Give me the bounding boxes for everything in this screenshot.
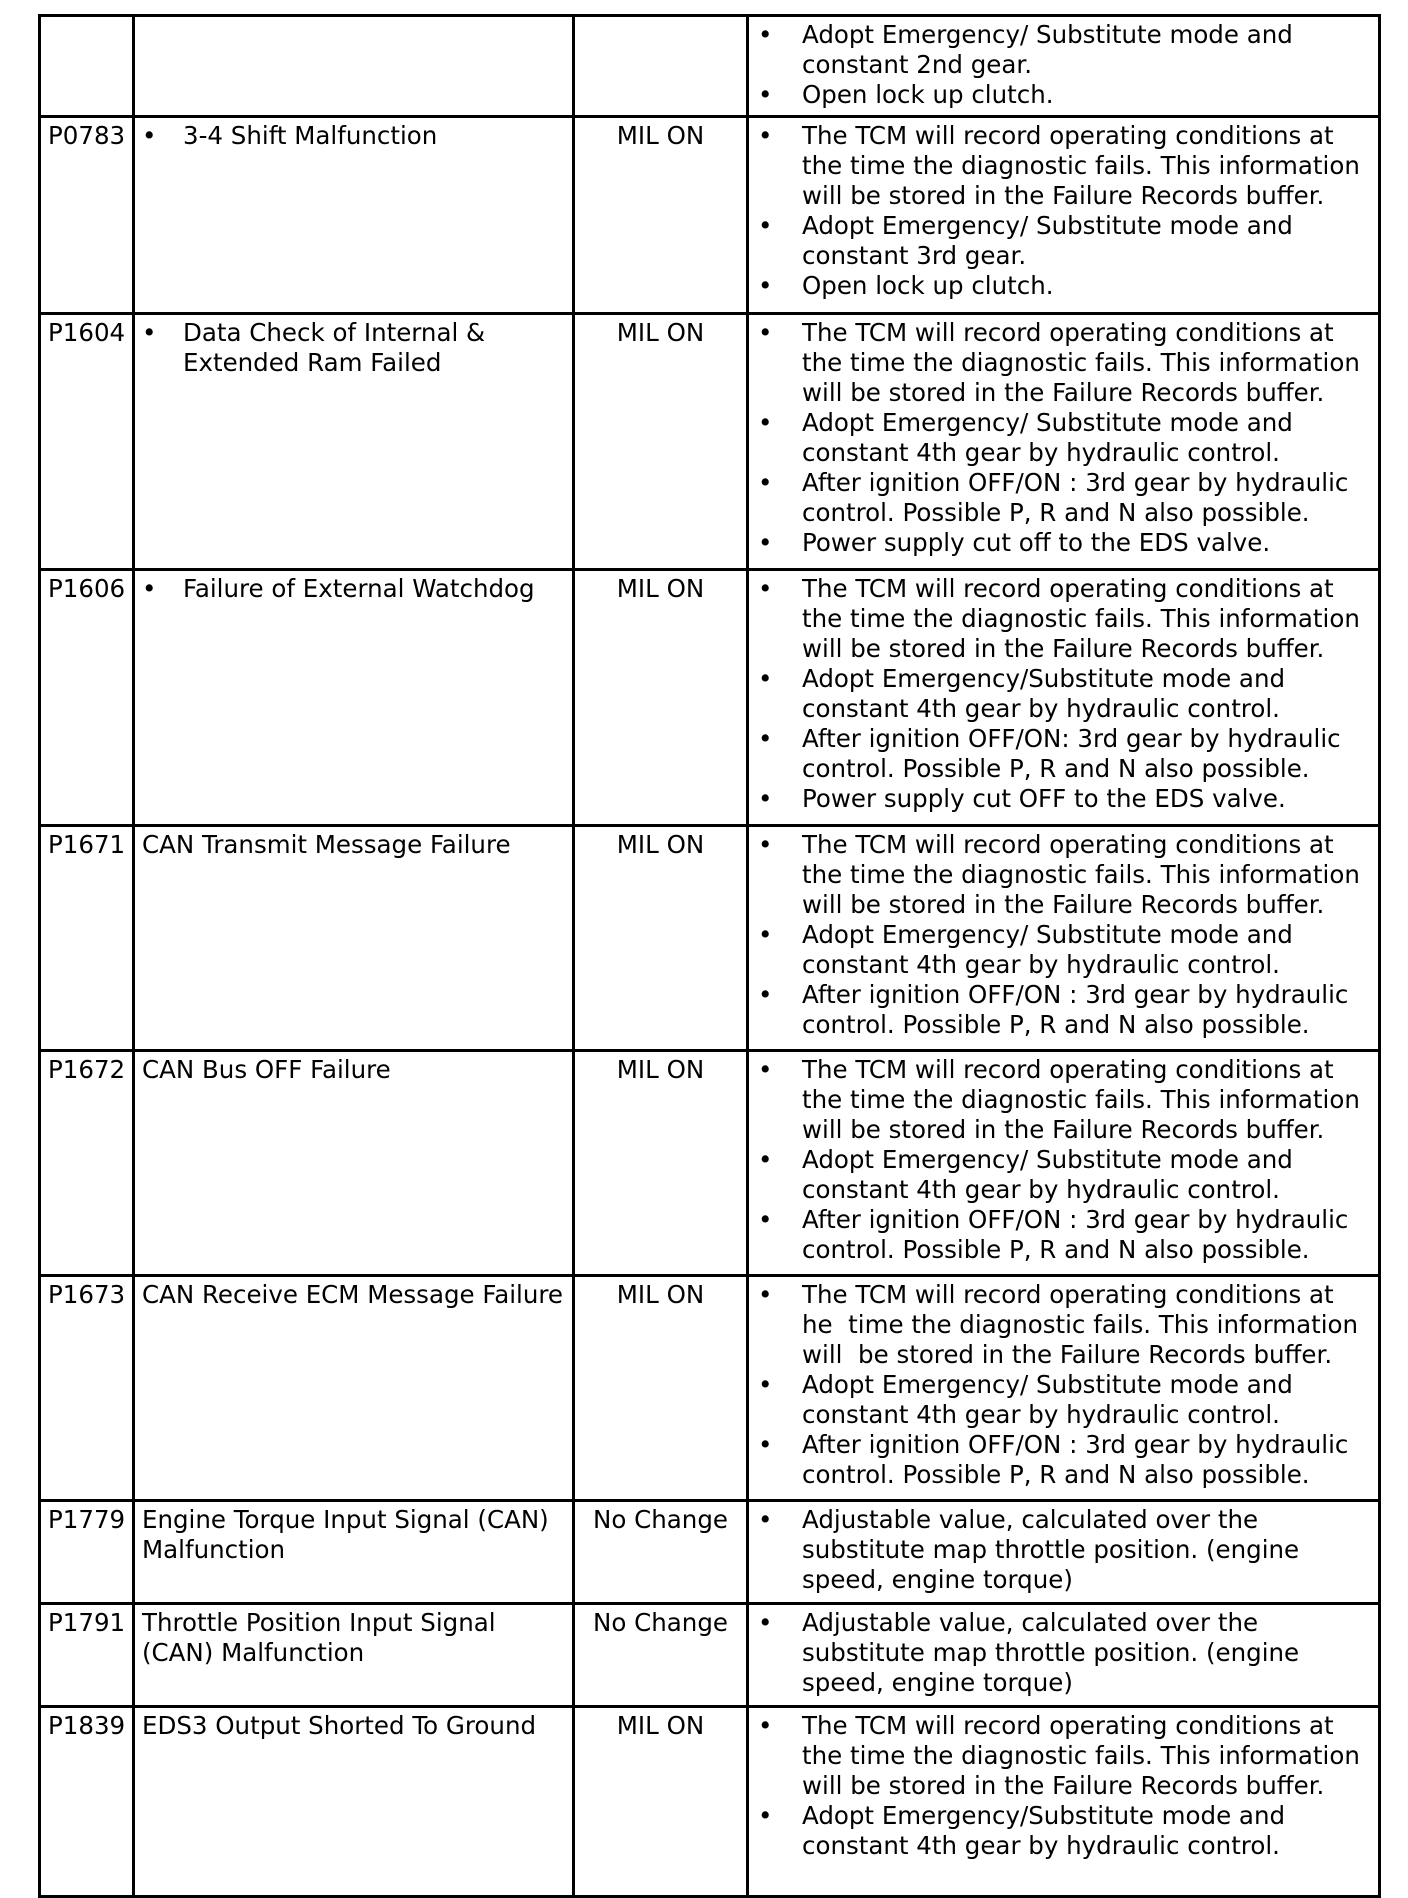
bullet-icon: •: [758, 980, 773, 1009]
bullet-icon: •: [758, 271, 773, 300]
actions-list: [756, 318, 1371, 558]
bullet-icon: •: [758, 574, 773, 603]
actions-list: [756, 1055, 1371, 1265]
condition-list-item: [142, 121, 565, 151]
dtc-code-cell: P1606: [40, 570, 134, 826]
action-text: Adopt Emergency/ Substitute mode and constant 3rd gear.: [802, 211, 1301, 270]
table-row: [40, 1501, 1380, 1604]
condition-cell: [134, 826, 574, 1051]
bullet-icon: •: [758, 1505, 773, 1534]
action-list-item: [756, 830, 1371, 920]
bullet-icon: •: [758, 724, 773, 753]
action-list-item: [756, 1370, 1371, 1430]
condition-list: [142, 574, 565, 604]
actions-cell: [748, 570, 1380, 826]
actions-cell: [748, 826, 1380, 1051]
table-row: [40, 570, 1380, 826]
dtc-code-cell: P1604: [40, 314, 134, 570]
condition-list: [142, 318, 565, 378]
bullet-icon: •: [758, 468, 773, 497]
mil-status-cell: No Change: [574, 1604, 748, 1707]
condition-cell: [134, 1604, 574, 1707]
action-text: The TCM will record operating conditions at the time the diagnostic fails. This information will be stored in the Failure Records buffer.: [802, 318, 1368, 407]
actions-cell: [748, 314, 1380, 570]
bullet-icon: •: [758, 1280, 773, 1309]
condition-text: Data Check of Internal & Extended Ram Failed: [183, 318, 493, 377]
condition-list-item: [142, 574, 565, 604]
dtc-code-cell: [40, 16, 134, 117]
table-row: [40, 314, 1380, 570]
condition-text: 3-4 Shift Malfunction: [183, 121, 438, 150]
action-list-item: [756, 80, 1371, 110]
bullet-icon: •: [758, 1370, 773, 1399]
action-list-item: [756, 664, 1371, 724]
action-list-item: [756, 574, 1371, 664]
bullet-icon: •: [758, 1608, 773, 1637]
condition-cell: [134, 1276, 574, 1501]
actions-cell: [748, 16, 1380, 117]
action-list-item: [756, 1055, 1371, 1145]
bullet-icon: •: [758, 1711, 773, 1740]
action-text: Power supply cut OFF to the EDS valve.: [802, 784, 1286, 813]
action-text: Open lock up clutch.: [802, 271, 1054, 300]
actions-cell: [748, 1051, 1380, 1276]
condition-cell: [134, 314, 574, 570]
mil-status-cell: No Change: [574, 1501, 748, 1604]
action-text: Adopt Emergency/Substitute mode and constant 4th gear by hydraulic control.: [802, 664, 1293, 723]
action-list-item: [756, 318, 1371, 408]
mil-status-cell: MIL ON: [574, 314, 748, 570]
action-list-item: [756, 1801, 1371, 1861]
action-text: After ignition OFF/ON : 3rd gear by hydraulic control. Possible P, R and N also possible.: [802, 1430, 1357, 1489]
action-text: After ignition OFF/ON : 3rd gear by hydraulic control. Possible P, R and N also possible.: [802, 980, 1357, 1039]
bullet-icon: •: [758, 784, 773, 813]
action-text: Power supply cut off to the EDS valve.: [802, 528, 1271, 557]
action-text: The TCM will record operating conditions at the time the diagnostic fails. This information will be stored in the Failure Records buffer.: [802, 1711, 1368, 1800]
bullet-icon: •: [758, 80, 773, 109]
mil-status-cell: MIL ON: [574, 1707, 748, 1897]
action-text: Adjustable value, calculated over the substitute map throttle position. (engine speed, engine torque): [802, 1608, 1307, 1697]
actions-cell: [748, 1604, 1380, 1707]
condition-text: Engine Torque Input Signal (CAN) Malfunction: [142, 1505, 549, 1564]
dtc-code-cell: P0783: [40, 117, 134, 314]
table-row: [40, 1276, 1380, 1501]
bullet-icon: •: [758, 664, 773, 693]
action-text: Adopt Emergency/Substitute mode and constant 4th gear by hydraulic control.: [802, 1801, 1293, 1860]
bullet-icon: •: [758, 1801, 773, 1830]
action-list-item: [756, 121, 1371, 211]
condition-list: [142, 121, 565, 151]
action-text: Adopt Emergency/ Substitute mode and constant 2nd gear.: [802, 20, 1301, 79]
actions-list: [756, 1505, 1371, 1595]
condition-cell: [134, 1051, 574, 1276]
table-row: [40, 1604, 1380, 1707]
table-row: [40, 826, 1380, 1051]
condition-list-item: [142, 318, 565, 378]
action-list-item: [756, 920, 1371, 980]
mil-status-cell: MIL ON: [574, 570, 748, 826]
dtc-code-cell: P1672: [40, 1051, 134, 1276]
bullet-icon: •: [758, 121, 773, 150]
action-list-item: [756, 468, 1371, 528]
action-text: Open lock up clutch.: [802, 80, 1054, 109]
action-text: Adjustable value, calculated over the substitute map throttle position. (engine speed, engine torque): [802, 1505, 1307, 1594]
bullet-icon: •: [758, 211, 773, 240]
condition-text: Throttle Position Input Signal (CAN) Malfunction: [142, 1608, 496, 1667]
action-text: After ignition OFF/ON: 3rd gear by hydraulic control. Possible P, R and N also possible.: [802, 724, 1349, 783]
action-list-item: [756, 1205, 1371, 1265]
action-list-item: [756, 1145, 1371, 1205]
action-text: After ignition OFF/ON : 3rd gear by hydraulic control. Possible P, R and N also possible.: [802, 468, 1357, 527]
action-text: Adopt Emergency/ Substitute mode and constant 4th gear by hydraulic control.: [802, 920, 1301, 979]
action-text: The TCM will record operating conditions at the time the diagnostic fails. This information will be stored in the Failure Records buffer.: [802, 1055, 1368, 1144]
condition-cell: [134, 16, 574, 117]
table-row: [40, 1707, 1380, 1897]
mil-status-cell: MIL ON: [574, 117, 748, 314]
condition-text: Failure of External Watchdog: [183, 574, 535, 603]
condition-cell: [134, 1707, 574, 1897]
dtc-code-cell: P1779: [40, 1501, 134, 1604]
actions-list: [756, 1280, 1371, 1490]
action-text: The TCM will record operating conditions at the time the diagnostic fails. This information will be stored in the Failure Records buffer.: [802, 574, 1368, 663]
mil-status-cell: MIL ON: [574, 1276, 748, 1501]
action-text: Adopt Emergency/ Substitute mode and constant 4th gear by hydraulic control.: [802, 408, 1301, 467]
bullet-icon: •: [758, 318, 773, 347]
condition-text: CAN Transmit Message Failure: [142, 830, 511, 859]
bullet-icon: •: [758, 830, 773, 859]
actions-list: [756, 1711, 1371, 1861]
bullet-icon: •: [142, 318, 157, 347]
condition-text: CAN Bus OFF Failure: [142, 1055, 391, 1084]
bullet-icon: •: [758, 920, 773, 949]
action-list-item: [756, 528, 1371, 558]
bullet-icon: •: [142, 574, 157, 603]
actions-cell: [748, 1501, 1380, 1604]
bullet-icon: •: [758, 1055, 773, 1084]
dtc-code-cell: P1671: [40, 826, 134, 1051]
dtc-table: [38, 14, 1381, 1898]
action-text: The TCM will record operating conditions at the time the diagnostic fails. This information will be stored in the Failure Records buffer.: [802, 121, 1368, 210]
action-text: After ignition OFF/ON : 3rd gear by hydraulic control. Possible P, R and N also possible.: [802, 1205, 1357, 1264]
dtc-code-cell: P1791: [40, 1604, 134, 1707]
actions-cell: [748, 117, 1380, 314]
condition-cell: [134, 570, 574, 826]
action-text: The TCM will record operating conditions at the time the diagnostic fails. This information will be stored in the Failure Records buffer.: [802, 830, 1368, 919]
action-list-item: [756, 408, 1371, 468]
actions-list: [756, 1608, 1371, 1698]
actions-list: [756, 121, 1371, 301]
actions-list: [756, 574, 1371, 814]
mil-status-cell: MIL ON: [574, 826, 748, 1051]
action-list-item: [756, 784, 1371, 814]
bullet-icon: •: [758, 408, 773, 437]
bullet-icon: •: [758, 528, 773, 557]
actions-cell: [748, 1276, 1380, 1501]
bullet-icon: •: [758, 1145, 773, 1174]
action-text: The TCM will record operating conditions at he time the diagnostic fails. This information will be stored in the Failure Records buffer.: [802, 1280, 1359, 1369]
action-list-item: [756, 724, 1371, 784]
action-list-item: [756, 1280, 1371, 1370]
action-list-item: [756, 980, 1371, 1040]
mil-status-cell: MIL ON: [574, 1051, 748, 1276]
condition-text: CAN Receive ECM Message Failure: [142, 1280, 563, 1309]
table-row: [40, 1051, 1380, 1276]
action-list-item: [756, 20, 1371, 80]
actions-list: [756, 20, 1371, 110]
action-list-item: [756, 211, 1371, 271]
action-text: Adopt Emergency/ Substitute mode and constant 4th gear by hydraulic control.: [802, 1370, 1301, 1429]
actions-cell: [748, 1707, 1380, 1897]
action-list-item: [756, 1608, 1371, 1698]
action-list-item: [756, 1505, 1371, 1595]
action-list-item: [756, 1430, 1371, 1490]
actions-list: [756, 830, 1371, 1040]
bullet-icon: •: [758, 1205, 773, 1234]
action-text: Adopt Emergency/ Substitute mode and constant 4th gear by hydraulic control.: [802, 1145, 1301, 1204]
table-row: [40, 117, 1380, 314]
dtc-code-cell: P1673: [40, 1276, 134, 1501]
mil-status-cell: [574, 16, 748, 117]
bullet-icon: •: [758, 20, 773, 49]
condition-text: EDS3 Output Shorted To Ground: [142, 1711, 537, 1740]
table-row: [40, 16, 1380, 117]
bullet-icon: •: [758, 1430, 773, 1459]
condition-cell: [134, 117, 574, 314]
dtc-code-cell: P1839: [40, 1707, 134, 1897]
action-list-item: [756, 1711, 1371, 1801]
condition-cell: [134, 1501, 574, 1604]
dtc-table-body: [40, 16, 1380, 1897]
action-list-item: [756, 271, 1371, 301]
bullet-icon: •: [142, 121, 157, 150]
